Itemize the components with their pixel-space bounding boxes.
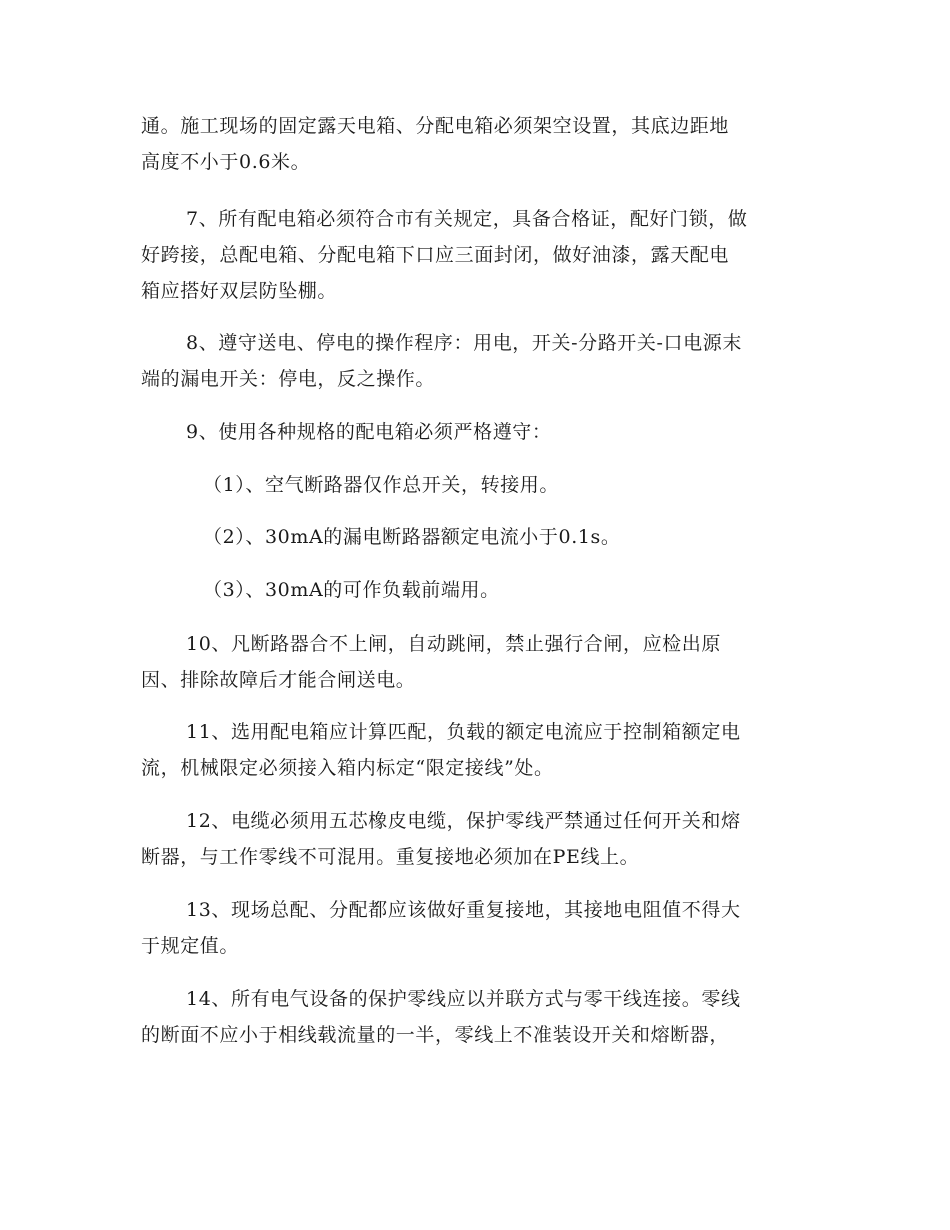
paragraph-11-line: 11、选用配电箱应计算匹配，负载的额定电流应于控制箱额定电 — [186, 721, 741, 743]
text-line: 流，机械限定必须接入箱内标定“限定接线”处。 — [141, 757, 554, 779]
paragraph-14-line: 14、所有电气设备的保护零线应以并联方式与零干线连接。零线 — [186, 988, 741, 1010]
paragraph-8-line: 8、遵守送电、停电的操作程序：用电，开关-分路开关-口电源末 — [186, 332, 742, 354]
text-line: 于规定值。 — [141, 935, 240, 957]
text-line: 端的漏电开关：停电，反之操作。 — [141, 368, 436, 390]
text-line: 通。施工现场的固定露天电箱、分配电箱必须架空设置，其底边距地 — [141, 115, 730, 137]
paragraph-7-line: 7、所有配电箱必须符合市有关规定，具备合格证，配好门锁，做 — [186, 208, 748, 230]
paragraph-10-line: 10、凡断路器合不上闸，自动跳闸，禁止强行合闸，应检出原 — [186, 633, 721, 655]
text-line: 断器，与工作零线不可混用。重复接地必须加在PE线上。 — [141, 846, 640, 868]
text-line: 好跨接，总配电箱、分配电箱下口应三面封闭，做好油漆，露天配电 — [141, 244, 730, 266]
text-line: 箱应搭好双层防坠棚。 — [141, 280, 338, 302]
paragraph-9-line: 9、使用各种规格的配电箱必须严格遵守： — [186, 421, 552, 443]
paragraph-13-line: 13、现场总配、分配都应该做好重复接地，其接地电阻值不得大 — [186, 899, 741, 921]
list-item-3: （3）、30mA的可作负载前端用。 — [203, 579, 500, 601]
list-item-2: （2）、30mA的漏电断路器额定电流小于0.1s。 — [203, 526, 621, 548]
text-line: 的断面不应小于相线载流量的一半，零线上不准装设开关和熔断器， — [141, 1024, 730, 1046]
paragraph-12-line: 12、电缆必须用五芯橡皮电缆，保护零线严禁通过任何开关和熔 — [186, 810, 741, 832]
list-item-1: （1）、空气断路器仅作总开关，转接用。 — [203, 474, 559, 496]
text-line: 高度不小于0.6米。 — [141, 151, 311, 173]
text-line: 因、排除故障后才能合闸送电。 — [141, 669, 416, 691]
